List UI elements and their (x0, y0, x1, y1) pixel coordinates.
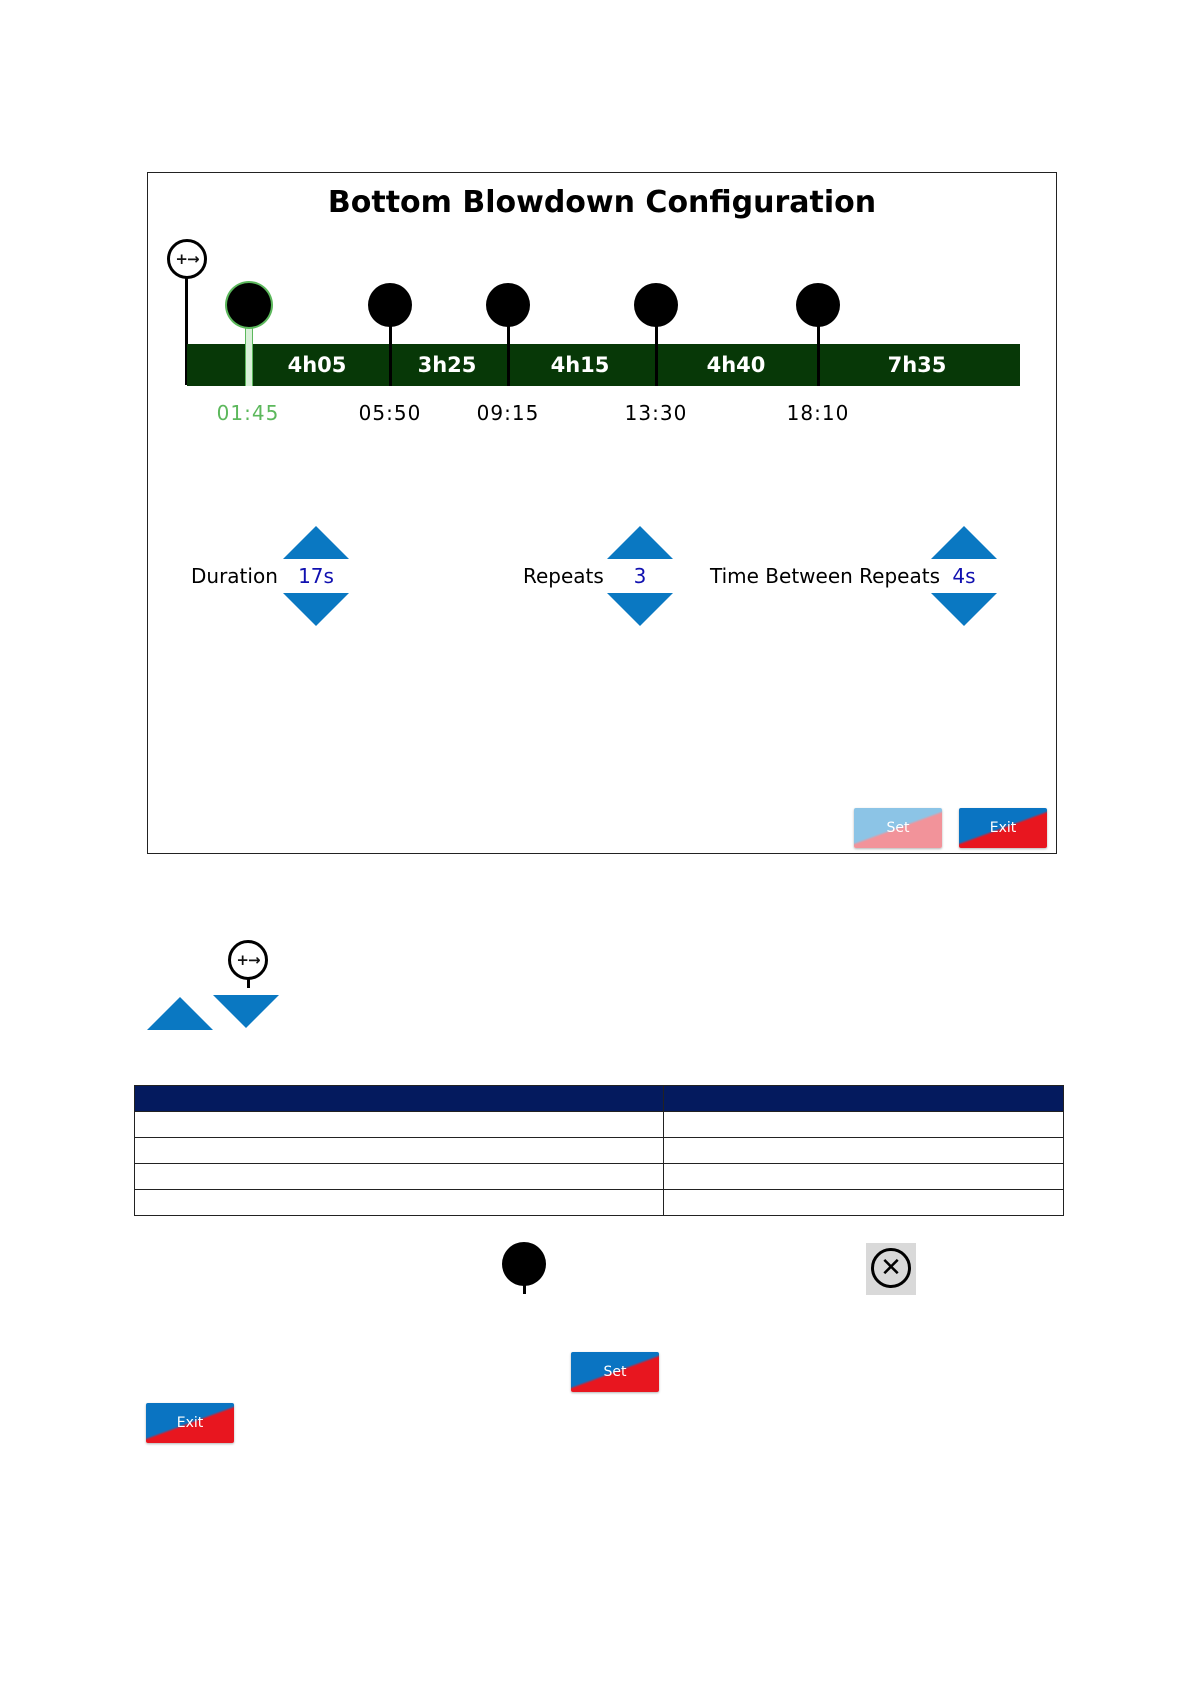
legend-add-stem (247, 978, 250, 988)
legend-exit-button (146, 1403, 234, 1443)
event-pin[interactable] (368, 283, 412, 327)
table-row (135, 1190, 1064, 1216)
repeats-value: 3 (633, 564, 647, 588)
interval-label: 4h40 (706, 353, 766, 377)
event-time-label: 01:45 (216, 401, 280, 425)
page-title: Bottom Blowdown Configuration (327, 185, 877, 220)
legend-add-glyph: +→ (236, 950, 260, 969)
duration-increase-icon[interactable] (283, 526, 349, 559)
event-pin[interactable] (486, 283, 530, 327)
set-button-label: Set (886, 820, 910, 836)
legend-decrease-icon (213, 995, 279, 1028)
table-row (135, 1138, 1064, 1164)
exit-button-label: Exit (989, 820, 1017, 836)
duration-value: 17s (298, 564, 334, 588)
add-event-button[interactable] (167, 239, 207, 279)
set-button[interactable] (854, 808, 942, 848)
legend-set-label: Set (603, 1364, 627, 1380)
event-pin[interactable] (796, 283, 840, 327)
repeats-increase-icon[interactable] (607, 526, 673, 559)
event-time-label: 09:15 (476, 401, 540, 425)
event-pin[interactable] (634, 283, 678, 327)
time-between-decrease-icon[interactable] (931, 593, 997, 626)
legend-set-button (571, 1352, 659, 1392)
table-row (135, 1112, 1064, 1138)
legend-increase-icon (147, 997, 213, 1030)
duration-decrease-icon[interactable] (283, 593, 349, 626)
time-between-label: Time Between Repeats (710, 564, 940, 588)
legend-exit-label: Exit (176, 1415, 204, 1431)
table-row (135, 1164, 1064, 1190)
event-pin-selected[interactable] (227, 283, 271, 327)
interval-label: 3h25 (417, 353, 477, 377)
time-between-increase-icon[interactable] (931, 526, 997, 559)
add-event-icon: +→ (175, 249, 199, 268)
event-time-label: 13:30 (624, 401, 688, 425)
legend-table-header (135, 1086, 1064, 1112)
legend-add-event-icon (228, 940, 268, 980)
repeats-label: Repeats (523, 564, 604, 588)
repeats-decrease-icon[interactable] (607, 593, 673, 626)
config-screen (147, 172, 1057, 854)
interval-label: 4h05 (287, 353, 347, 377)
interval-label: 4h15 (550, 353, 610, 377)
event-time-label: 18:10 (786, 401, 850, 425)
interval-label: 7h35 (887, 353, 947, 377)
legend-table (134, 1085, 1064, 1216)
remove-event-icon: ✕ (871, 1248, 911, 1288)
time-between-value: 4s (952, 564, 976, 588)
duration-label: Duration (191, 564, 278, 588)
schedule-timeline (187, 344, 1020, 386)
event-time-label: 05:50 (358, 401, 422, 425)
legend-event-pin-stem (523, 1280, 526, 1294)
legend-remove-icon (866, 1243, 916, 1295)
exit-button[interactable] (959, 808, 1047, 848)
